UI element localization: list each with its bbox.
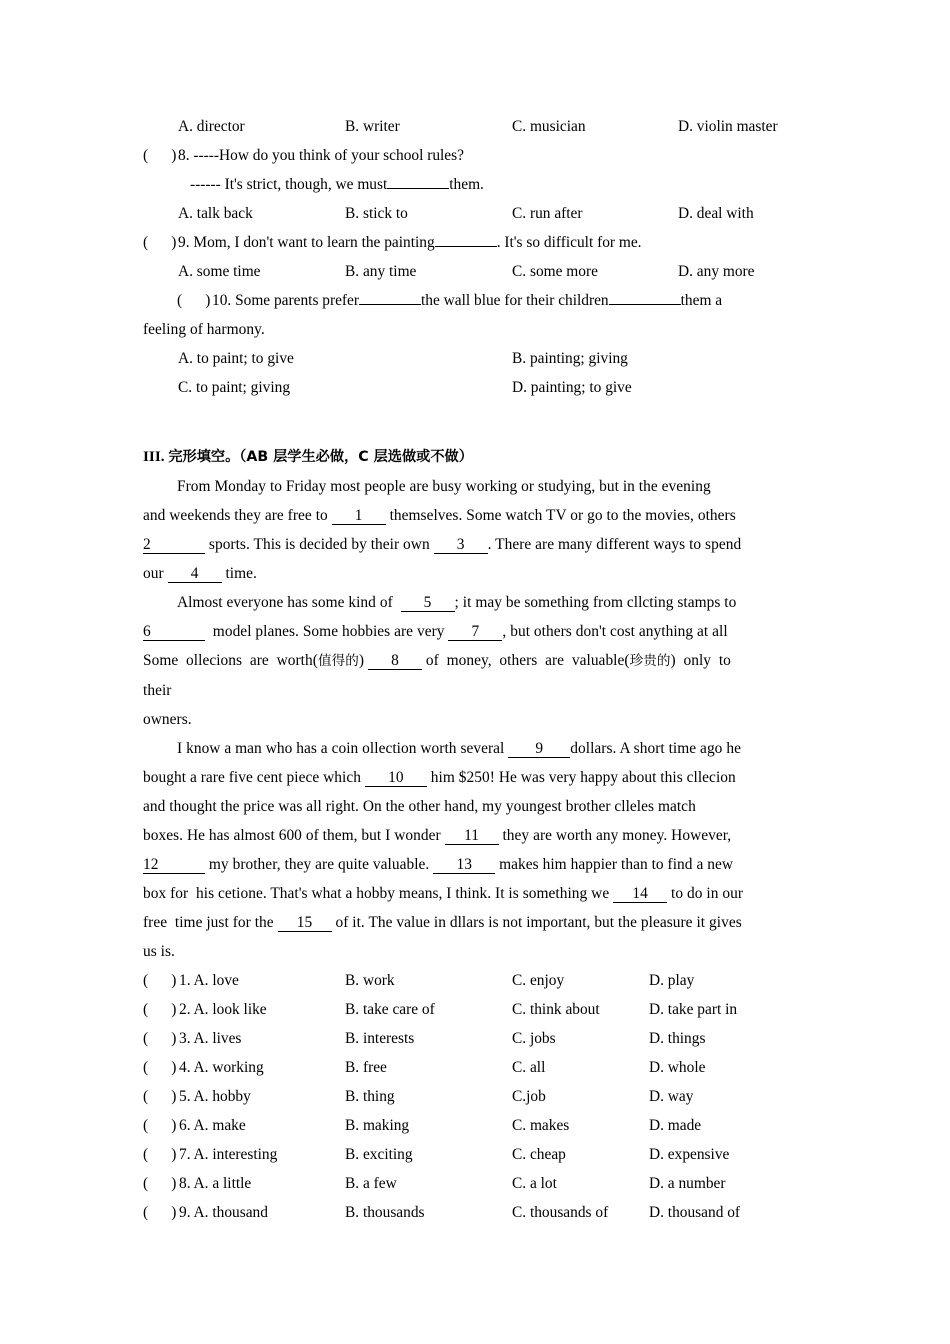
passage-text: time. xyxy=(225,565,257,582)
option-c: C. a lot xyxy=(512,1175,557,1192)
question-10-stem-line-2 xyxy=(143,315,808,344)
option-b: B. exciting xyxy=(345,1146,413,1163)
option-c: C. musician xyxy=(512,118,586,135)
cloze-blank-14[interactable]: 14 xyxy=(613,886,667,903)
option-d: D. made xyxy=(649,1117,702,1134)
passage-p2-line-5 xyxy=(143,705,808,734)
passage-text: box for his cetione. That's what a hobby means, I think. It is something we xyxy=(143,885,610,902)
answer-bracket[interactable]: ( ) xyxy=(177,292,211,309)
passage-p3-line-7 xyxy=(143,908,808,937)
passage-text: to do in our xyxy=(671,885,744,902)
option-b: B. free xyxy=(345,1059,387,1076)
option-c: C. cheap xyxy=(512,1146,566,1163)
passage-text: makes him happier than to find a new xyxy=(499,856,734,873)
cloze-answer-row xyxy=(143,1140,808,1169)
option-a: A. director xyxy=(178,118,245,135)
passage-p3-line-6 xyxy=(143,879,808,908)
passage-text: their xyxy=(143,682,172,699)
question-8-blank[interactable] xyxy=(387,172,449,189)
passage-p1-line-3 xyxy=(143,530,808,559)
passage-text: From Monday to Friday most people are busy working or studying, but in the evening xyxy=(177,478,711,495)
option-d: D. play xyxy=(649,972,695,989)
cloze-blank-9[interactable]: 9 xyxy=(508,741,570,758)
option-b: B. thing xyxy=(345,1088,395,1105)
question-8-reply-text: ------ It's strict, though, we must xyxy=(190,176,388,193)
option-d: D. whole xyxy=(649,1059,706,1076)
option-a: 1. A. love xyxy=(179,972,239,989)
passage-p3-line-1 xyxy=(143,734,808,763)
cloze-blank-2[interactable]: 2 xyxy=(143,537,205,554)
answer-bracket[interactable]: ( ) xyxy=(143,1088,177,1105)
passage-text: of money, others are valuable( xyxy=(425,652,630,669)
section-number: III. xyxy=(143,448,165,465)
passage-text: my brother, they are quite valuable. xyxy=(208,856,430,873)
question-9-text: 9. Mom, I don't want to learn the painting xyxy=(178,234,435,251)
cloze-blank-12[interactable]: 12 xyxy=(143,857,205,874)
option-d: D. expensive xyxy=(649,1146,730,1163)
question-8-stem-line-1 xyxy=(143,141,808,170)
option-a: 3. A. lives xyxy=(179,1030,242,1047)
passage-text: sports. This is decided by their own xyxy=(208,536,430,553)
option-a: 8. A. a little xyxy=(179,1175,252,1192)
passage-text: ; it may be something from cllcting stamps to xyxy=(454,594,737,611)
question-10-text-part-3: them a xyxy=(680,292,723,309)
answer-bracket[interactable]: ( ) xyxy=(143,1059,177,1076)
passage-text: owners. xyxy=(143,711,192,728)
option-c: C. to paint; giving xyxy=(178,379,291,396)
passage-text: they are worth any money. However, xyxy=(502,827,732,844)
answer-bracket[interactable]: ( ) xyxy=(143,972,177,989)
option-c: C. enjoy xyxy=(512,972,565,989)
answer-bracket[interactable]: ( ) xyxy=(143,147,177,164)
cloze-blank-5[interactable]: 5 xyxy=(401,595,455,612)
question-8-stem-line-2 xyxy=(143,170,808,199)
passage-p2-line-2 xyxy=(143,617,808,646)
cloze-blank-3[interactable]: 3 xyxy=(434,537,488,554)
cloze-answer-row xyxy=(143,1111,808,1140)
cloze-blank-11[interactable]: 11 xyxy=(445,828,499,845)
option-b: B. painting; giving xyxy=(512,350,628,367)
section-heading-cloze xyxy=(143,442,808,472)
option-c: C. some more xyxy=(512,263,598,280)
passage-text: model planes. Some hobbies are very xyxy=(212,623,445,640)
option-d: D. way xyxy=(649,1088,694,1105)
option-a: 5. A. hobby xyxy=(179,1088,251,1105)
option-b: B. thousands xyxy=(345,1204,425,1221)
option-a: 6. A. make xyxy=(179,1117,246,1134)
option-d: D. take part in xyxy=(649,1001,738,1018)
option-a: 4. A. working xyxy=(179,1059,264,1076)
question-10-text-part-1: 10. Some parents prefer xyxy=(212,292,360,309)
question-10-text-line-2: feeling of harmony. xyxy=(143,321,265,338)
cloze-blank-15[interactable]: 15 xyxy=(278,915,332,932)
passage-text: him $250! He was very happy about this cllecion xyxy=(430,769,736,786)
passage-p2-line-3 xyxy=(143,646,808,676)
gloss-cjk-valuable: 珍贵的 xyxy=(629,653,671,669)
question-10-blank-2[interactable] xyxy=(609,288,681,305)
gloss-cjk-worth: 值得的 xyxy=(317,653,359,669)
option-c: C. think about xyxy=(512,1001,600,1018)
passage-text: and thought the price was all right. On the other hand, my youngest brother clleles match xyxy=(143,798,696,815)
option-b: B. any time xyxy=(345,263,417,280)
passage-text: Almost everyone has some kind of xyxy=(177,594,393,611)
option-b: B. stick to xyxy=(345,205,408,222)
cloze-answer-row xyxy=(143,1169,808,1198)
passage-p1-line-1 xyxy=(143,472,808,501)
option-c: C.job xyxy=(512,1088,546,1105)
cloze-blank-4[interactable]: 4 xyxy=(168,566,222,583)
passage-p1-line-4 xyxy=(143,559,808,588)
question-10-stem-line-1 xyxy=(143,286,808,315)
passage-p3-line-2 xyxy=(143,763,808,792)
cloze-answer-row xyxy=(143,995,808,1024)
passage-text: I know a man who has a coin ollection worth several xyxy=(177,740,505,757)
cloze-blank-1[interactable]: 1 xyxy=(332,508,386,525)
passage-text: free time just for the xyxy=(143,914,274,931)
passage-text: boxes. He has almost 600 of them, but I wonder xyxy=(143,827,441,844)
question-8-text: 8. -----How do you think of your school rules? xyxy=(178,147,464,164)
cloze-answer-row xyxy=(143,966,808,995)
option-a: 9. A. thousand xyxy=(179,1204,268,1221)
answer-bracket[interactable]: ( ) xyxy=(143,1001,177,1018)
option-c: C. thousands of xyxy=(512,1204,609,1221)
cloze-answer-row xyxy=(143,1024,808,1053)
passage-text: and weekends they are free to xyxy=(143,507,328,524)
passage-text: ) only to xyxy=(670,652,731,669)
question-9-tail: . It's so difficult for me. xyxy=(496,234,642,251)
cloze-answer-row xyxy=(143,1198,808,1227)
answer-bracket[interactable]: ( ) xyxy=(143,1175,177,1192)
question-10-blank-1[interactable] xyxy=(359,288,421,305)
cloze-answer-list xyxy=(143,966,808,1227)
cloze-blank-7[interactable]: 7 xyxy=(448,624,502,641)
passage-text: dollars. A short time ago he xyxy=(570,740,741,757)
cloze-blank-6[interactable]: 6 xyxy=(143,624,205,641)
passage-text: Some ollecions are worth( xyxy=(143,652,318,669)
passage-text: our xyxy=(143,565,164,582)
option-d: D. painting; to give xyxy=(512,379,632,396)
option-d: D. deal with xyxy=(678,205,754,222)
passage-text: , but others don't cost anything at all xyxy=(502,623,728,640)
answer-bracket[interactable]: ( ) xyxy=(143,234,177,251)
cloze-blank-13[interactable]: 13 xyxy=(433,857,495,874)
cloze-blank-8[interactable]: 8 xyxy=(368,653,422,670)
cloze-answer-row xyxy=(143,1053,808,1082)
option-d: D. a number xyxy=(649,1175,726,1192)
passage-text: themselves. Some watch TV or go to the movies, others xyxy=(389,507,736,524)
option-d: D. thousand of xyxy=(649,1204,741,1221)
option-a: A. talk back xyxy=(178,205,253,222)
option-b: B. writer xyxy=(345,118,400,135)
question-8-options-row xyxy=(143,199,808,228)
option-b: B. a few xyxy=(345,1175,397,1192)
answer-bracket[interactable]: ( ) xyxy=(143,1204,177,1221)
question-10-options-row-1 xyxy=(143,344,808,373)
question-9-stem xyxy=(143,228,808,257)
option-c: C. all xyxy=(512,1059,546,1076)
passage-p3-line-3 xyxy=(143,792,808,821)
option-d: D. things xyxy=(649,1030,706,1047)
option-d: D. any more xyxy=(678,263,755,280)
option-b: B. take care of xyxy=(345,1001,435,1018)
option-a: A. some time xyxy=(178,263,261,280)
section-spacer xyxy=(143,402,808,420)
question-10-options-row-2 xyxy=(143,373,808,402)
option-c: C. run after xyxy=(512,205,583,222)
question-10-text-part-2: the wall blue for their children xyxy=(421,292,609,309)
passage-p3-line-8 xyxy=(143,937,808,966)
page-content xyxy=(143,112,808,1227)
question-8-reply-tail: them. xyxy=(449,176,484,193)
option-b: B. work xyxy=(345,972,395,989)
passage-p2-line-1 xyxy=(143,588,808,617)
passage-text: . There are many different ways to spend xyxy=(487,536,742,553)
passage-text: of it. The value in dllars is not important, but the pleasure it gives xyxy=(335,914,742,931)
option-c: C. makes xyxy=(512,1117,570,1134)
cloze-answer-row xyxy=(143,1082,808,1111)
passage-text: bought a rare five cent piece which xyxy=(143,769,361,786)
option-a: 7. A. interesting xyxy=(179,1146,278,1163)
option-b: B. interests xyxy=(345,1030,415,1047)
question-9-options-row xyxy=(143,257,808,286)
answer-bracket[interactable]: ( ) xyxy=(143,1146,177,1163)
passage-p1-line-2 xyxy=(143,501,808,530)
answer-bracket[interactable]: ( ) xyxy=(143,1030,177,1047)
option-b: B. making xyxy=(345,1117,410,1134)
option-a: 2. A. look like xyxy=(179,1001,267,1018)
passage-p3-line-5 xyxy=(143,850,808,879)
section-title-cjk: 完形填空。（AB 层学生必做，C 层选做或不做） xyxy=(168,449,473,465)
passage-p3-line-4 xyxy=(143,821,808,850)
passage-p2-line-4 xyxy=(143,676,808,705)
answer-bracket[interactable]: ( ) xyxy=(143,1117,177,1134)
passage-text: ) xyxy=(358,652,365,669)
cloze-blank-10[interactable]: 10 xyxy=(365,770,427,787)
passage-text: us is. xyxy=(143,943,175,960)
option-d: D. violin master xyxy=(678,118,778,135)
question-7-options-row xyxy=(143,112,808,141)
option-a: A. to paint; to give xyxy=(178,350,294,367)
option-c: C. jobs xyxy=(512,1030,556,1047)
question-9-blank[interactable] xyxy=(435,230,497,247)
